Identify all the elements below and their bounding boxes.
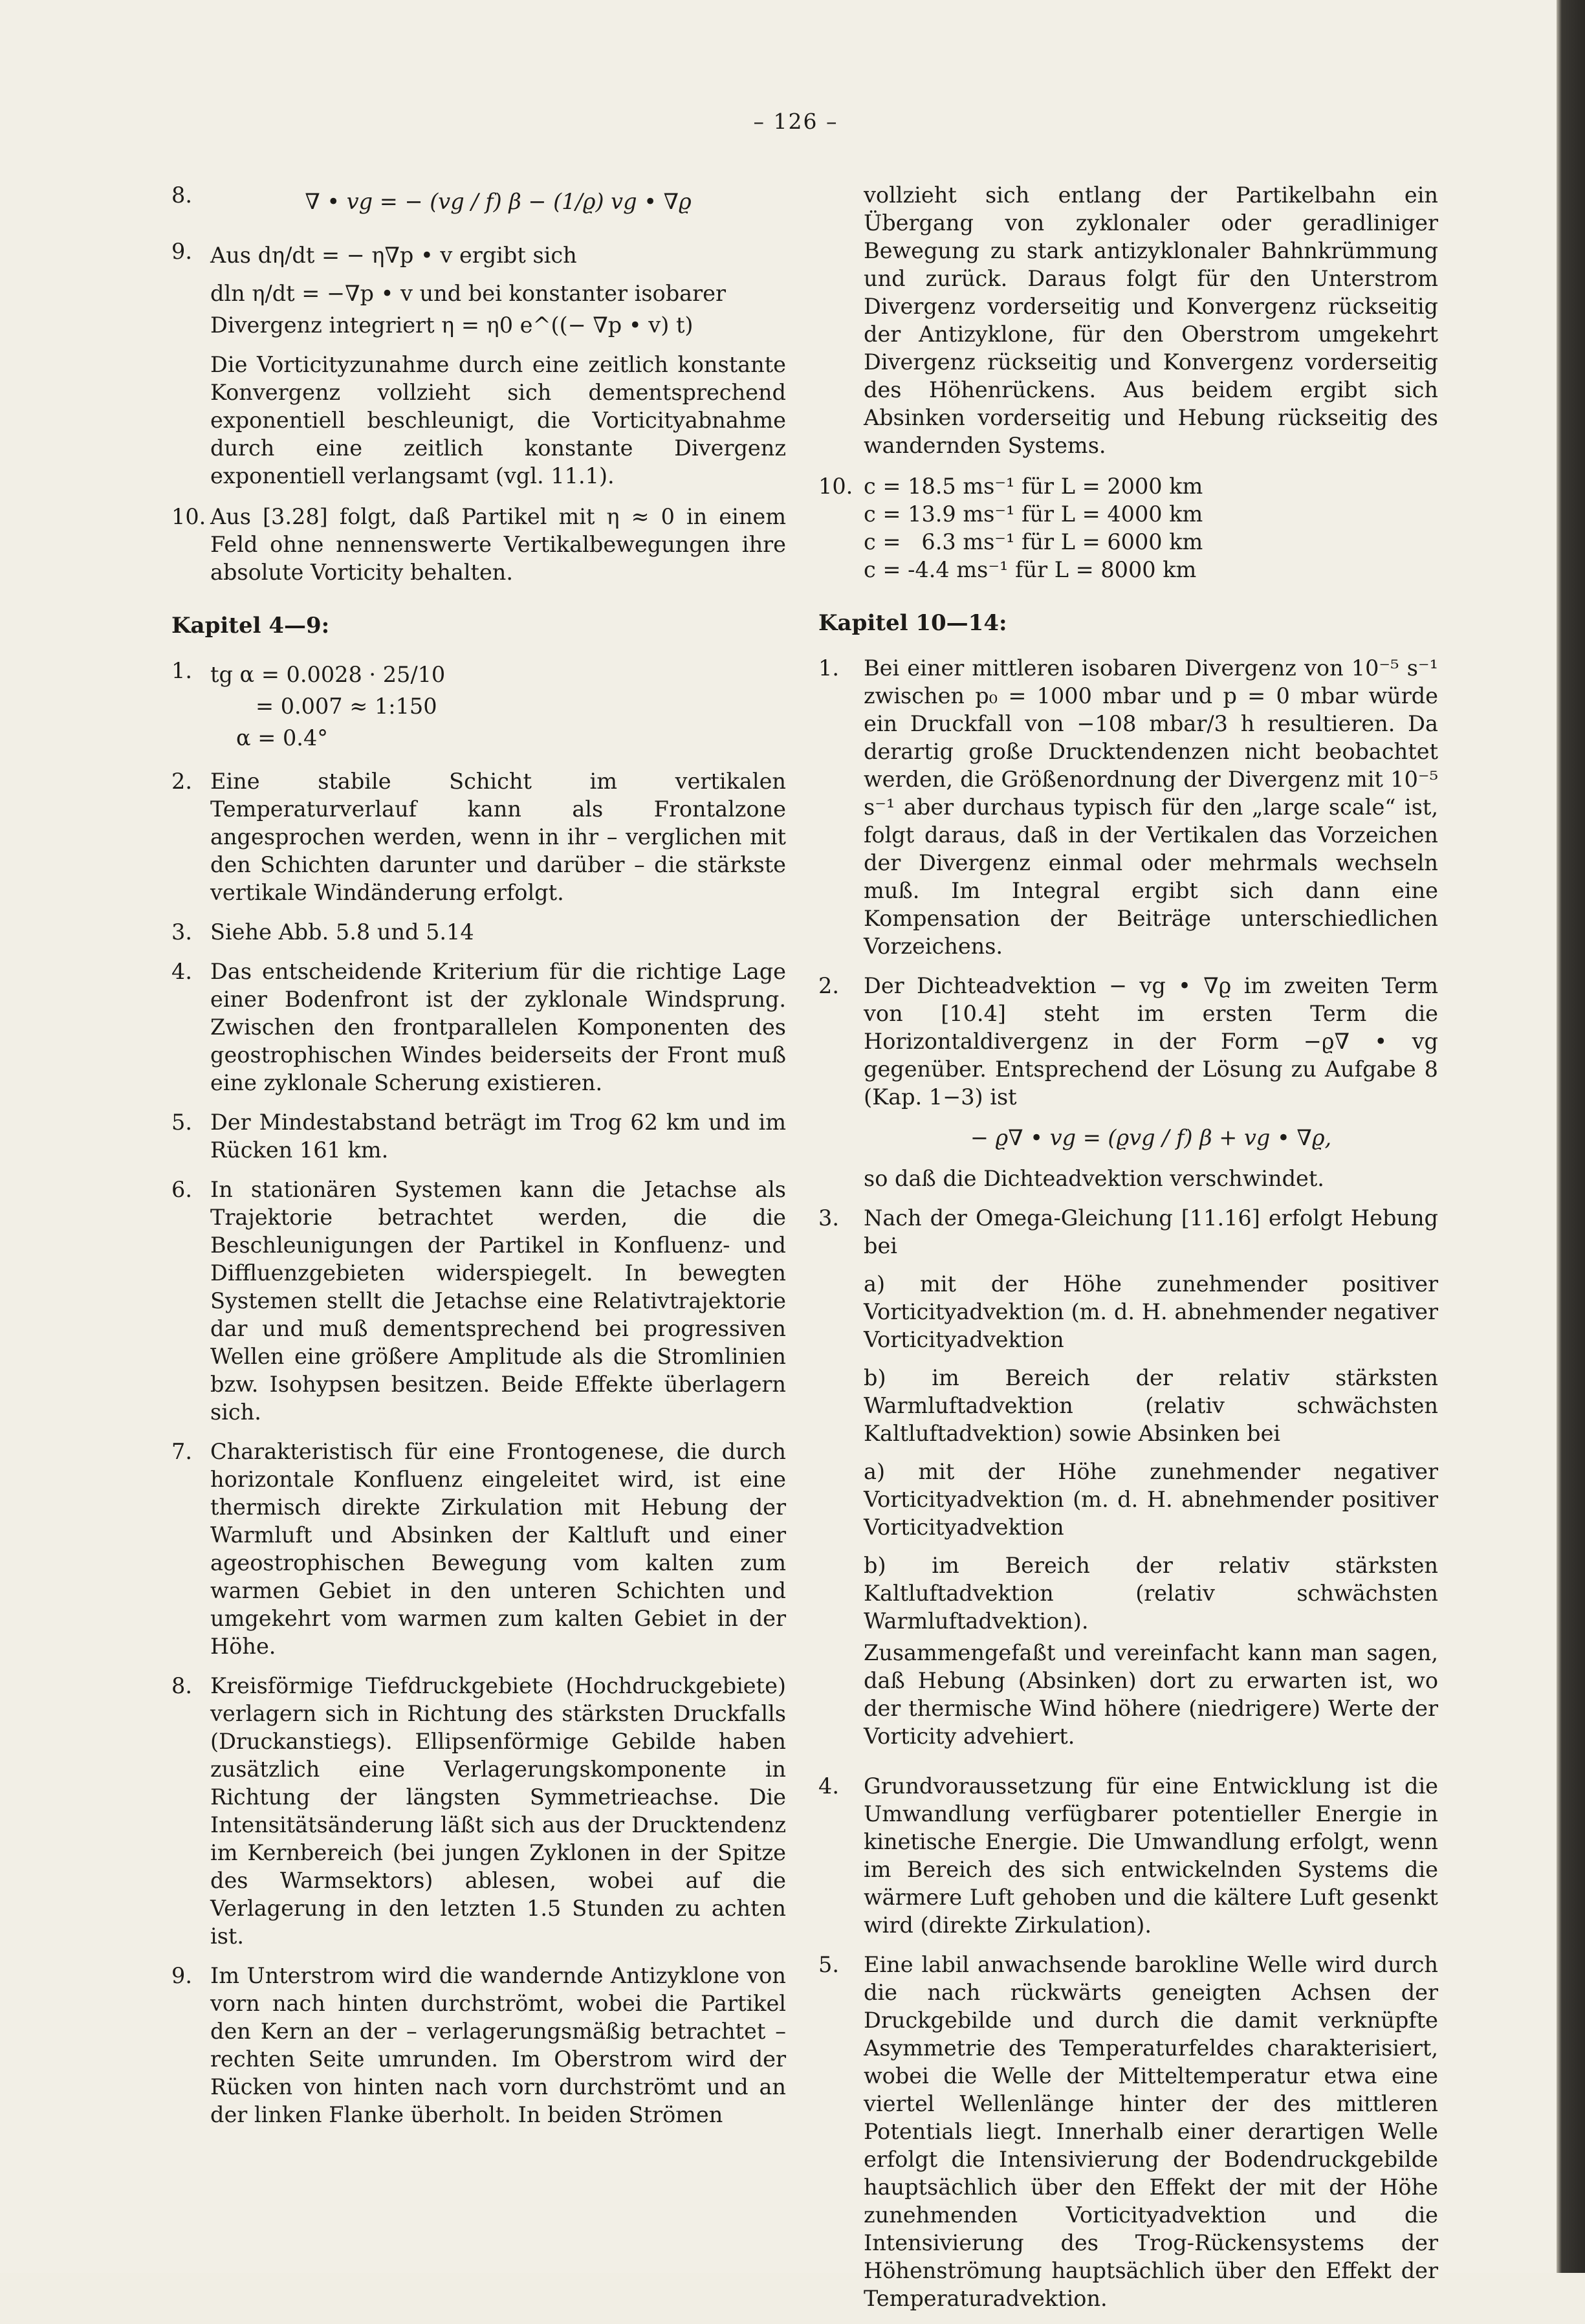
- list-item: [171, 958, 786, 1097]
- list-item: [171, 503, 786, 586]
- list-item: [171, 918, 786, 946]
- item-text: Der Mindestabstand beträgt im Trog 62 km und im Rücken 161 km.: [210, 1110, 786, 1163]
- list-item: [171, 237, 786, 273]
- list-item: [818, 1772, 1438, 1939]
- equation: Aus dη/dt = − η∇p • v ergibt sich: [210, 243, 577, 268]
- table-row: c = 13.9 ms⁻¹ für L = 4000 km: [864, 501, 1203, 527]
- paragraph: Die Vorticityzunahme durch eine zeitlich konstante Konvergenz vollzieht sich dementsprechend exponentiell beschleunigt, die Vorticityabnahme durch eine zeitlich konstante Divergenz exponentiell verlangsamt (vgl. 11.1).: [210, 352, 786, 488]
- table-row: c = 6.3 ms⁻¹ für L = 6000 km: [864, 529, 1203, 554]
- equation: − ϱ∇ • vg = (ϱvg / f) β + vg • ∇ϱ,: [970, 1125, 1332, 1150]
- paragraph: vollzieht sich entlang der Partikelbahn ein Übergang von zyklonaler oder geradliniger Bewegung zu stark antizyklonaler Bahnkrümmung und zurück. Daraus folgt für den Unterstrom Divergenz vorderseitig und Konvergenz rückseitig der Antizyklone, für den Oberstrom umgekehrt Divergenz rückseitig und Konvergenz vorderseitig des Höhenrückens. Aus beidem ergibt sich Absinken vorderseitig und Hebung rückseitig des wandernden Systems.: [864, 182, 1438, 458]
- item-text: so daß die Dichteadvektion verschwindet.: [864, 1166, 1324, 1191]
- list-item: [818, 1951, 1438, 2312]
- item-number: 10.: [171, 504, 206, 529]
- item-number: 1.: [171, 658, 192, 683]
- item-text: Eine stabile Schicht im vertikalen Temperaturverlauf kann als Frontalzone angesprochen werden, wenn in ihr – verglichen mit den Schichten darunter und darüber – die stärkste vertikale Windänderung erfolgt.: [210, 769, 786, 905]
- item-number: 6.: [171, 1177, 192, 1202]
- item-text: Aus [3.28] folgt, daß Partikel mit η ≈ 0 in einem Feld ohne nennenswerte Vertikalbewegungen ihre absolute Vorticity behalten.: [210, 504, 786, 585]
- scan-edge: [1557, 0, 1585, 2273]
- item-number: 9.: [171, 1963, 192, 1988]
- item-number: 5.: [818, 1952, 839, 1977]
- section-heading: Kapitel 4—9:: [171, 613, 330, 639]
- list-item: [171, 1108, 786, 1164]
- equation: α = 0.4°: [236, 725, 329, 751]
- item-number: 7.: [171, 1439, 192, 1464]
- list-item: [818, 472, 1438, 584]
- item-number: 4.: [171, 959, 192, 984]
- list-item: [818, 972, 1438, 1192]
- list-item: [171, 1672, 786, 1950]
- item-text: Im Unterstrom wird die wandernde Antizyklone von vorn nach hinten durchströmt, wobei die Partikel den Kern an der – verlagerungsmäßig betrachtet – rechten Seite umrunden. Im Oberstrom wird der Rücken von hinten nach vorn durchströmt und an der linken Flanke überholt. In beiden Strömen: [210, 1963, 786, 2127]
- item-text: Das entscheidende Kriterium für die richtige Lage einer Bodenfront ist der zyklonale Windsprung. Zwischen den frontparallelen Komponenten des geostrophischen Windes beiderseits der Front muß eine zyklonale Scherung existieren.: [210, 959, 786, 1095]
- section-heading: Kapitel 10—14:: [818, 610, 1007, 636]
- list-item: [171, 1438, 786, 1660]
- item-text: Grundvoraussetzung für eine Entwicklung ist die Umwandlung verfügbarer potentieller Energie in kinetische Energie. Die Umwandlung erfolgt, wenn im Bereich des sich entwickelnden Systems die wärmere Luft gehoben und die kältere Luft gesenkt wird (direkte Zirkulation).: [864, 1773, 1438, 1938]
- equation: tg α = 0.0028 · 25/10: [210, 662, 446, 687]
- item-text: Bei einer mittleren isobaren Divergenz von 10⁻⁵ s⁻¹ zwischen p₀ = 1000 mbar und p = 0 mbar würde ein Druckfall von −108 mbar/3 h resultieren. Da derartig große Drucktendenzen nicht beobachtet werden, die Größenordnung der Divergenz mit 10⁻⁵ s⁻¹ aber durchaus typisch für den „large scale“ ist, folgt daraus, daß in der Vertikalen das Vorzeichen der Divergenz einmal oder mehrmals wechseln muß. Im Integral ergibt sich dann eine Kompensation der Beiträge unterschiedlichen Vorzeichens.: [864, 655, 1438, 959]
- item-number: 8.: [171, 1673, 192, 1698]
- equation: ∇ • vg = − (vg / f) β − (1/ϱ) vg • ∇ϱ: [305, 189, 692, 214]
- item-text: Nach der Omega-Gleichung [11.16] erfolgt Hebung bei: [864, 1205, 1438, 1258]
- item-text: Zusammengefaßt und vereinfacht kann man sagen, daß Hebung (Absinken) dort zu erwarten ist, wo der thermische Wind höhere (niedrigere) Werte der Vorticity advehiert.: [864, 1640, 1438, 1749]
- left-column: [171, 181, 786, 2140]
- item-text: In stationären Systemen kann die Jetachse als Trajektorie betrachtet werden, die die Beschleunigungen der Partikel in Konfluenz- und Diffluenzgebieten widerspiegelt. In bewegten Systemen stellt die Jetachse eine Relativtrajektorie dar und muß dementsprechend bei progressiven Wellen eine größere Amplitude als die Stromlinien bzw. Isohypsen besitzen. Beide Effekte überlagern sich.: [210, 1177, 786, 1425]
- item-number: 10.: [818, 474, 853, 499]
- item-text: Eine labil anwachsende barokline Welle wird durch die nach rückwärts geneigten Achsen der Druckgebilde und durch die damit verknüpfte Asymmetrie des Temperaturfeldes charakterisiert, wobei die Welle der Mitteltemperatur etwa eine viertel Wellenlänge hinter der des mittleren Potentials liegt. Innerhalb einer derartigen Welle erfolgt die Intensivierung der Bodendruckgebilde hauptsächlich über den Effekt der mit der Höhe zunehmenden Vorticityadvektion und die Intensivierung des Trog-Rückensystems der Höhenströmung hauptsächlich über den Effekt der Temperaturadvektion.: [864, 1952, 1438, 2311]
- table-row: c = 18.5 ms⁻¹ für L = 2000 km: [864, 474, 1203, 499]
- list-item: [818, 654, 1438, 960]
- item-number: 3.: [171, 919, 192, 945]
- item-number: 2.: [171, 769, 192, 794]
- item-text: Charakteristisch für eine Frontogenese, die durch horizontale Konfluenz eingeleitet wird, ist eine thermisch direkte Zirkulation mit Hebung der Warmluft und Absinken der Kaltluft und einer ageostrophischen Bewegung vom kalten zum warmen Gebiet in den unteren Schichten und umgekehrt vom warmen zum kalten Gebiet in der Höhe.: [210, 1439, 786, 1659]
- item-number: 3.: [818, 1205, 839, 1231]
- item-text: Der Dichteadvektion − vg • ∇ϱ im zweiten Term von [10.4] steht im ersten Term die Horizontaldivergenz in der Form −ϱ∇ • vg gegenüber. Entsprechend der Lösung zu Aufgabe 8 (Kap. 1−3) ist: [864, 973, 1438, 1110]
- list-item: [171, 657, 786, 756]
- item-text: b) im Bereich der relativ stärksten Warmluftadvektion (relativ schwächsten Kaltluftadvektion) sowie Absinken bei: [864, 1365, 1438, 1446]
- value-table: [864, 472, 1438, 584]
- right-column: [818, 181, 1438, 2324]
- item-number: 4.: [818, 1773, 839, 1799]
- item-text: Kreisförmige Tiefdruckgebiete (Hochdruckgebiete) verlagern sich in Richtung des stärksten Druckfalls (Druckanstiegs). Ellipsenförmige Gebilde haben zusätzlich eine Verlagerungskomponente in Richtung der längsten Symmetrieachse. Die Intensitätsänderung läßt sich aus der Drucktendenz im Kernbereich (bei jungen Zyklonen in der Spitze des Warmsektors) ablesen, wobei auf die Verlagerung in den letzten 1.5 Stunden zu achten ist.: [210, 1673, 786, 1949]
- page-number: – 126 –: [753, 109, 838, 134]
- item-number: 1.: [818, 655, 839, 681]
- item-number: 9.: [171, 239, 192, 264]
- item-number: 5.: [171, 1110, 192, 1135]
- item-text: Siehe Abb. 5.8 und 5.14: [210, 919, 474, 945]
- equation: = 0.007 ≈ 1:150: [256, 694, 437, 719]
- list-item: [171, 1962, 786, 2129]
- item-number: 8.: [171, 182, 192, 208]
- item-text: a) mit der Höhe zunehmender negativer Vorticityadvektion (m. d. H. abnehmender positiver Vorticityadvektion: [864, 1459, 1438, 1540]
- list-item: [818, 1204, 1438, 1760]
- list-item: [171, 181, 786, 226]
- list-item: [171, 767, 786, 906]
- item-text: b) im Bereich der relativ stärksten Kaltluftadvektion (relativ schwächsten Warmluftadvektion).: [864, 1553, 1438, 1634]
- item-number: 2.: [818, 973, 839, 998]
- equation: dln η/dt = −∇p • v und bei konstanter isobarer: [210, 281, 726, 306]
- list-item: [171, 1176, 786, 1426]
- equation: Divergenz integriert η = η0 e^((− ∇p • v) t): [210, 312, 694, 338]
- item-text: a) mit der Höhe zunehmender positiver Vorticityadvektion (m. d. H. abnehmender negativer Vorticityadvektion: [864, 1271, 1438, 1352]
- table-row: c = -4.4 ms⁻¹ für L = 8000 km: [864, 557, 1197, 582]
